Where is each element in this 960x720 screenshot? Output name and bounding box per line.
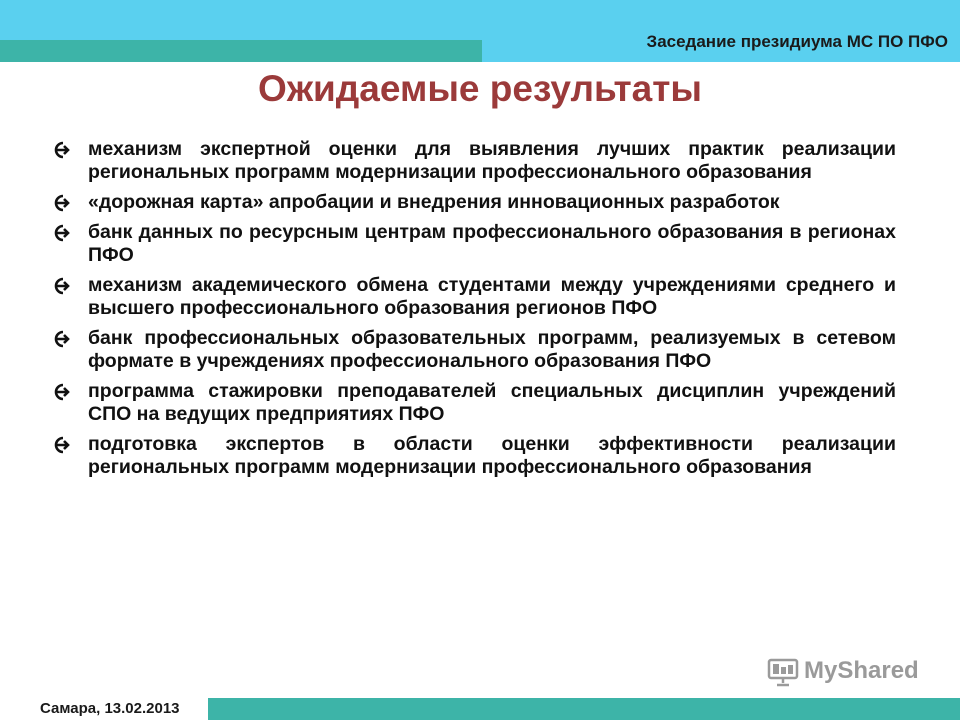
bullet-text: механизм академического обмена студентами между учреждениями среднего и высшего профессионального образования регионов ПФО xyxy=(88,274,896,319)
footer-date: Самара, 13.02.2013 xyxy=(40,700,180,717)
bullet-text: механизм экспертной оценки для выявления лучших практик реализации региональных программ модернизации профессионального образования xyxy=(88,138,896,183)
header-title: Заседание президиума МС ПО ПФО xyxy=(646,32,948,51)
presentation-icon xyxy=(766,654,800,688)
list-item xyxy=(50,380,896,426)
bullet-text: банк профессиональных образовательных программ, реализуемых в сетевом формате в учреждениях профессионального образования ПФО xyxy=(88,327,896,372)
arrow-right-circle-icon xyxy=(50,434,72,456)
list-item xyxy=(50,274,896,320)
arrow-right-circle-icon xyxy=(50,381,72,403)
list-item xyxy=(50,191,896,214)
page-title: Ожидаемые результаты xyxy=(258,68,702,109)
bullet-text: «дорожная карта» апробации и внедрения инновационных разработок xyxy=(88,191,780,213)
arrow-right-circle-icon xyxy=(50,139,72,161)
list-item xyxy=(50,138,896,184)
bullet-text: банк данных по ресурсным центрам профессионального образования в регионах ПФО xyxy=(88,221,896,266)
list-item xyxy=(50,327,896,373)
footer-stripe xyxy=(208,698,960,720)
header-stripe xyxy=(0,40,482,62)
arrow-right-circle-icon xyxy=(50,192,72,214)
bullet-text: программа стажировки преподавателей специальных дисциплин учреждений СПО на ведущих предприятиях ПФО xyxy=(88,380,896,425)
bullet-text: подготовка экспертов в области оценки эффективности реализации региональных программ модернизации профессионального образования xyxy=(88,433,896,478)
list-item xyxy=(50,433,896,479)
bullet-list xyxy=(50,138,896,486)
list-item xyxy=(50,221,896,267)
arrow-right-circle-icon xyxy=(50,328,72,350)
watermark xyxy=(766,654,919,688)
watermark-text: MyShared xyxy=(804,657,919,684)
arrow-right-circle-icon xyxy=(50,275,72,297)
arrow-right-circle-icon xyxy=(50,222,72,244)
